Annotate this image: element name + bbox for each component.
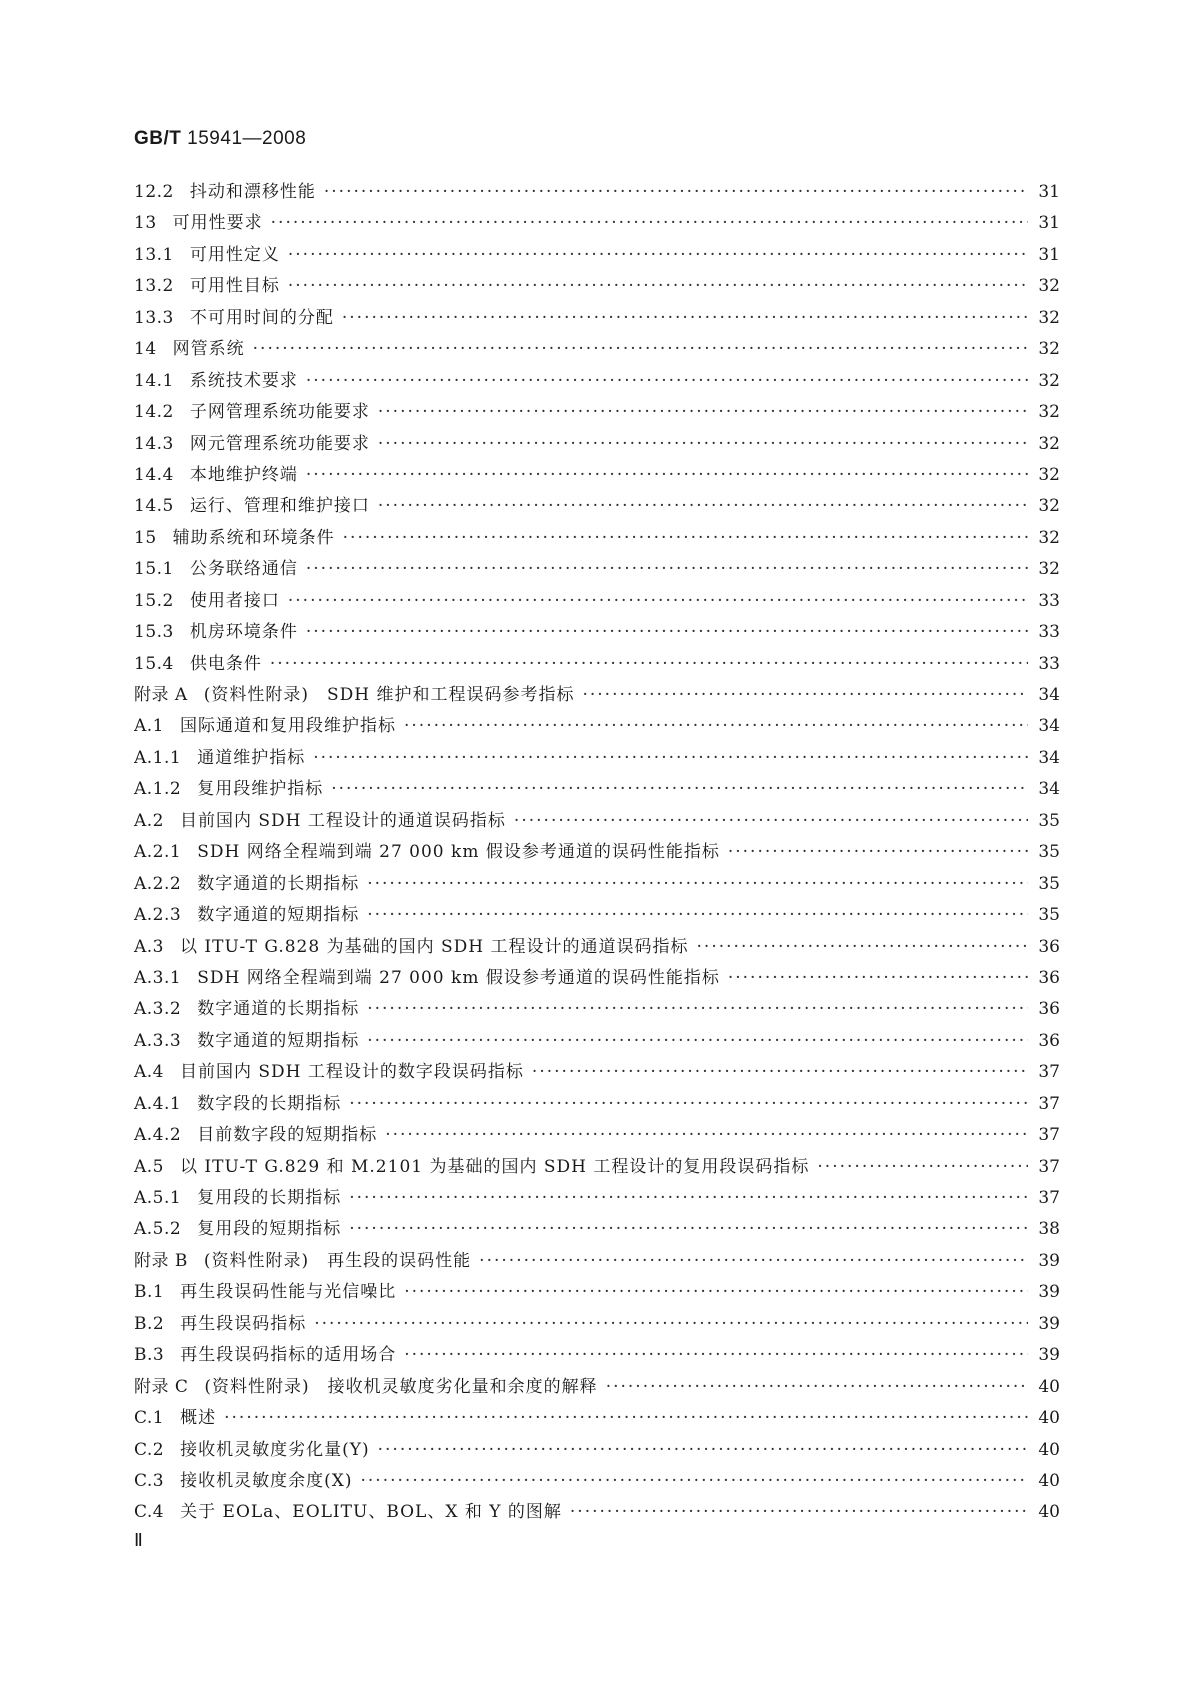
toc-entry[interactable] <box>134 1057 1060 1088</box>
toc-entry[interactable] <box>134 1309 1060 1340</box>
toc-entry-number: 14.3 <box>134 433 174 454</box>
toc-leader-dots <box>342 303 1028 334</box>
toc-entry-number: C.4 <box>134 1502 165 1523</box>
toc-entry-title: 目前数字段的短期指标 <box>197 1125 378 1146</box>
toc-leader-dots <box>532 1057 1028 1088</box>
toc-leader-dots <box>404 1277 1028 1308</box>
toc-leader-dots <box>349 1214 1028 1245</box>
toc-entry-number: A.2.3 <box>134 905 182 926</box>
toc-entry-title: SDH 网络全程端到端 27 000 km 假设参考通道的误码性能指标 <box>197 967 720 988</box>
toc-entry-title: 不可用时间的分配 <box>189 307 334 328</box>
toc-entry[interactable] <box>134 1403 1060 1434</box>
toc-entry[interactable] <box>134 334 1060 365</box>
toc-entry-number: A.4.2 <box>134 1125 182 1146</box>
toc-entry-title: 国际通道和复用段维护指标 <box>180 716 396 737</box>
toc-entry-page: 34 <box>1038 779 1060 800</box>
toc-entry[interactable] <box>134 932 1060 963</box>
toc-leader-dots <box>606 1372 1028 1403</box>
toc-entry[interactable] <box>134 900 1060 931</box>
toc-entry-number: A.3 <box>134 936 164 957</box>
toc-entry-number: A.3.1 <box>134 967 182 988</box>
toc-entry-title: 公务联络通信 <box>189 559 298 580</box>
standard-code: GB/T <box>134 128 182 149</box>
toc-entry-number: 附录 B <box>134 1250 188 1271</box>
toc-entry-title: (资料性附录) 接收机灵敏度劣化量和余度的解释 <box>204 1376 598 1397</box>
page-number: Ⅱ <box>134 1530 143 1550</box>
toc-entry-page: 32 <box>1038 496 1060 517</box>
toc-leader-dots <box>306 366 1028 397</box>
toc-entry[interactable] <box>134 303 1060 334</box>
toc-entry-page: 32 <box>1038 339 1060 360</box>
toc-entry[interactable] <box>134 963 1060 994</box>
toc-entry-page: 32 <box>1038 402 1060 423</box>
toc-leader-dots <box>378 397 1028 428</box>
toc-entry-title: SDH 网络全程端到端 27 000 km 假设参考通道的误码性能指标 <box>197 842 720 863</box>
toc-entry[interactable] <box>134 617 1060 648</box>
toc-entry-title: 复用段维护指标 <box>197 779 324 800</box>
toc-entry[interactable] <box>134 774 1060 805</box>
toc-entry-title: 数字通道的长期指标 <box>197 999 360 1020</box>
toc-entry-page: 40 <box>1038 1470 1060 1491</box>
toc-entry[interactable] <box>134 523 1060 554</box>
toc-entry-page: 33 <box>1038 590 1060 611</box>
toc-leader-dots <box>367 994 1028 1025</box>
toc-entry-number: 13.2 <box>134 276 174 297</box>
toc-entry-number: A.1.2 <box>134 779 182 800</box>
toc-entry-page: 39 <box>1038 1282 1060 1303</box>
toc-entry-number: 14.1 <box>134 370 174 391</box>
toc-entry-title: 再生段误码指标的适用场合 <box>180 1345 397 1366</box>
table-of-contents <box>134 177 1060 1529</box>
toc-entry-title: 复用段的短期指标 <box>197 1219 342 1240</box>
toc-entry-number: C.2 <box>134 1439 165 1460</box>
toc-leader-dots <box>288 240 1028 271</box>
toc-entry-page: 38 <box>1038 1219 1060 1240</box>
toc-entry[interactable] <box>134 1120 1060 1151</box>
toc-entry-title: 再生段误码指标 <box>180 1313 307 1334</box>
toc-entry-page: 34 <box>1038 685 1060 705</box>
toc-entry-page: 36 <box>1038 1030 1060 1051</box>
toc-entry-page: 32 <box>1038 464 1060 485</box>
toc-entry-title: 本地维护终端 <box>189 464 298 485</box>
toc-leader-dots <box>367 900 1028 931</box>
toc-leader-dots <box>378 429 1028 460</box>
toc-entry-number: A.4 <box>134 1062 164 1083</box>
toc-entry-title: 接收机灵敏度劣化量(Y) <box>180 1439 370 1460</box>
toc-entry-number: B.1 <box>134 1282 165 1303</box>
toc-entry-page: 37 <box>1038 1062 1060 1083</box>
toc-entry[interactable] <box>134 806 1060 837</box>
toc-entry-number: 附录 A <box>134 685 188 705</box>
toc-entry-page: 34 <box>1038 716 1060 737</box>
toc-entry-page: 37 <box>1038 1093 1060 1114</box>
toc-entry-page: 40 <box>1038 1408 1060 1429</box>
toc-entry-page: 32 <box>1038 370 1060 391</box>
toc-entry-page: 39 <box>1038 1313 1060 1334</box>
toc-leader-dots <box>728 837 1028 868</box>
toc-leader-dots <box>314 1309 1028 1340</box>
toc-entry-title: 供电条件 <box>189 653 262 674</box>
toc-entry-title: 数字段的长期指标 <box>197 1093 342 1114</box>
toc-entry-number: 14 <box>134 339 157 360</box>
toc-leader-dots <box>404 711 1028 742</box>
toc-entry-title: 以 ITU-T G.829 和 M.2101 为基础的国内 SDH 工程设计的复用段误码指标 <box>180 1156 810 1177</box>
toc-entry-title: 关于 EOLa、EOLITU、BOL、X 和 Y 的图解 <box>180 1502 562 1523</box>
toc-entry-number: A.2.2 <box>134 873 182 894</box>
toc-entry-page: 32 <box>1038 276 1060 297</box>
toc-leader-dots <box>288 271 1028 302</box>
toc-entry-page: 36 <box>1038 936 1060 957</box>
toc-leader-dots <box>306 617 1028 648</box>
toc-entry-title: 可用性要求 <box>172 213 263 234</box>
toc-entry-title: 通道维护指标 <box>197 747 306 768</box>
toc-entry-number: A.3.3 <box>134 1030 182 1051</box>
toc-entry[interactable] <box>134 649 1060 680</box>
toc-entry[interactable] <box>134 1435 1060 1466</box>
toc-leader-dots <box>288 586 1028 617</box>
toc-entry-title: 目前国内 SDH 工程设计的数字段误码指标 <box>180 1062 524 1083</box>
document-header <box>134 128 306 150</box>
toc-entry-page: 32 <box>1038 527 1060 548</box>
toc-entry[interactable] <box>134 271 1060 302</box>
toc-entry[interactable] <box>134 1089 1060 1120</box>
toc-entry-page: 36 <box>1038 967 1060 988</box>
toc-entry[interactable] <box>134 1214 1060 1245</box>
toc-leader-dots <box>385 1120 1028 1151</box>
toc-leader-dots <box>324 177 1028 208</box>
toc-entry-number: 15 <box>134 527 157 548</box>
toc-leader-dots <box>271 208 1028 239</box>
toc-entry[interactable] <box>134 491 1060 522</box>
toc-entry-number: A.1 <box>134 716 164 737</box>
toc-entry[interactable] <box>134 586 1060 617</box>
toc-entry-title: 可用性定义 <box>189 244 280 265</box>
toc-leader-dots <box>582 680 1028 711</box>
toc-leader-dots <box>817 1152 1028 1183</box>
toc-entry-title: 概述 <box>180 1408 217 1429</box>
toc-entry-title: 网管系统 <box>172 339 245 360</box>
toc-entry-number: 13.3 <box>134 307 174 328</box>
toc-entry-title: 子网管理系统功能要求 <box>189 402 370 423</box>
toc-leader-dots <box>367 869 1028 900</box>
toc-entry-page: 32 <box>1038 433 1060 454</box>
toc-entry-number: A.1.1 <box>134 747 182 768</box>
toc-entry-page: 31 <box>1038 182 1060 202</box>
toc-entry-page: 32 <box>1038 559 1060 580</box>
toc-leader-dots <box>349 1183 1028 1214</box>
toc-entry[interactable] <box>134 366 1060 397</box>
toc-entry-number: 附录 C <box>134 1376 189 1397</box>
toc-leader-dots <box>253 334 1028 365</box>
toc-leader-dots <box>570 1497 1028 1528</box>
toc-entry-number: A.5.1 <box>134 1188 182 1208</box>
toc-entry-number: 15.1 <box>134 559 174 580</box>
toc-leader-dots <box>270 649 1028 680</box>
toc-entry[interactable] <box>134 177 1060 208</box>
toc-leader-dots <box>378 1435 1028 1466</box>
toc-entry-page: 34 <box>1038 747 1060 768</box>
toc-entry-title: 目前国内 SDH 工程设计的通道误码指标 <box>180 810 506 831</box>
toc-entry[interactable] <box>134 1152 1060 1183</box>
toc-entry[interactable] <box>134 397 1060 428</box>
toc-entry-number: 13.1 <box>134 244 174 265</box>
toc-leader-dots <box>361 1466 1029 1497</box>
toc-entry[interactable] <box>134 240 1060 271</box>
toc-entry-number: 15.3 <box>134 622 174 643</box>
toc-entry-page: 40 <box>1038 1502 1060 1523</box>
toc-entry-page: 40 <box>1038 1376 1060 1397</box>
toc-entry-title: 网元管理系统功能要求 <box>189 433 370 454</box>
toc-entry[interactable] <box>134 869 1060 900</box>
toc-leader-dots <box>479 1246 1028 1277</box>
toc-leader-dots <box>378 491 1028 522</box>
toc-entry-number: A.5 <box>134 1156 164 1177</box>
toc-entry[interactable] <box>134 1277 1060 1308</box>
toc-entry[interactable] <box>134 1026 1060 1057</box>
toc-entry[interactable] <box>134 554 1060 585</box>
toc-entry-title: 运行、管理和维护接口 <box>189 496 370 517</box>
toc-entry-page: 36 <box>1038 999 1060 1020</box>
toc-entry-number: A.3.2 <box>134 999 182 1020</box>
toc-entry[interactable] <box>134 680 1060 711</box>
toc-entry-title: 复用段的长期指标 <box>197 1188 342 1208</box>
toc-entry-title: (资料性附录) 再生段的误码性能 <box>203 1250 472 1271</box>
toc-entry[interactable] <box>134 1466 1060 1497</box>
toc-entry-title: (资料性附录) SDH 维护和工程误码参考指标 <box>203 685 575 705</box>
toc-entry-number: 14.4 <box>134 464 174 485</box>
toc-entry[interactable] <box>134 837 1060 868</box>
toc-entry-page: 33 <box>1038 653 1060 674</box>
toc-entry[interactable] <box>134 1497 1060 1528</box>
toc-leader-dots <box>367 1026 1028 1057</box>
toc-entry-page: 31 <box>1038 244 1060 265</box>
toc-entry-number: 15.4 <box>134 653 174 674</box>
toc-entry-number: A.2 <box>134 810 164 831</box>
toc-leader-dots <box>313 743 1028 774</box>
toc-entry[interactable] <box>134 1340 1060 1371</box>
toc-entry-page: 37 <box>1038 1156 1060 1177</box>
toc-entry-page: 35 <box>1038 873 1060 894</box>
toc-entry-page: 35 <box>1038 842 1060 863</box>
toc-leader-dots <box>343 523 1028 554</box>
toc-entry-title: 抖动和漂移性能 <box>189 182 316 202</box>
toc-entry-title: 数字通道的长期指标 <box>197 873 360 894</box>
standard-number: 15941—2008 <box>187 128 307 149</box>
toc-leader-dots <box>349 1089 1028 1120</box>
toc-entry-page: 35 <box>1038 905 1060 926</box>
toc-entry-number: 14.2 <box>134 402 174 423</box>
toc-entry-number: A.5.2 <box>134 1219 182 1240</box>
toc-leader-dots <box>224 1403 1028 1434</box>
toc-leader-dots <box>728 963 1028 994</box>
toc-entry-title: 再生段误码性能与光信噪比 <box>180 1282 397 1303</box>
toc-entry[interactable] <box>134 711 1060 742</box>
toc-entry-title: 数字通道的短期指标 <box>197 905 360 926</box>
toc-entry-title: 接收机灵敏度余度(X) <box>180 1470 353 1491</box>
toc-entry-page: 39 <box>1038 1250 1060 1271</box>
toc-entry-title: 数字通道的短期指标 <box>197 1030 360 1051</box>
toc-entry-number: B.2 <box>134 1313 165 1334</box>
toc-entry-number: 14.5 <box>134 496 174 517</box>
toc-entry-title: 机房环境条件 <box>189 622 298 643</box>
toc-entry[interactable] <box>134 460 1060 491</box>
toc-entry-page: 35 <box>1038 810 1060 831</box>
toc-entry-title: 使用者接口 <box>189 590 280 611</box>
toc-entry-page: 40 <box>1038 1439 1060 1460</box>
toc-entry-number: 15.2 <box>134 590 174 611</box>
toc-entry[interactable] <box>134 429 1060 460</box>
toc-entry-number: A.4.1 <box>134 1093 182 1114</box>
toc-entry-number: C.1 <box>134 1408 165 1429</box>
toc-leader-dots <box>404 1340 1028 1371</box>
toc-leader-dots <box>306 460 1028 491</box>
toc-leader-dots <box>306 554 1028 585</box>
toc-entry-number: C.3 <box>134 1470 165 1491</box>
toc-entry-page: 33 <box>1038 622 1060 643</box>
toc-entry-page: 32 <box>1038 307 1060 328</box>
toc-entry-title: 辅助系统和环境条件 <box>172 527 335 548</box>
toc-entry-title: 系统技术要求 <box>189 370 298 391</box>
toc-entry[interactable] <box>134 1246 1060 1277</box>
toc-entry[interactable] <box>134 1183 1060 1214</box>
toc-entry-title: 可用性目标 <box>189 276 280 297</box>
toc-entry[interactable] <box>134 994 1060 1025</box>
toc-entry[interactable] <box>134 1372 1060 1403</box>
toc-leader-dots <box>514 806 1028 837</box>
toc-entry[interactable] <box>134 208 1060 239</box>
toc-entry-number: 12.2 <box>134 182 174 202</box>
toc-entry-page: 39 <box>1038 1345 1060 1366</box>
toc-leader-dots <box>697 932 1028 963</box>
toc-entry-title: 以 ITU-T G.828 为基础的国内 SDH 工程设计的通道误码指标 <box>180 936 689 957</box>
toc-entry-page: 31 <box>1038 213 1060 234</box>
toc-entry-number: B.3 <box>134 1345 165 1366</box>
toc-leader-dots <box>331 774 1028 805</box>
toc-entry-page: 37 <box>1038 1125 1060 1146</box>
toc-entry[interactable] <box>134 743 1060 774</box>
toc-entry-page: 37 <box>1038 1188 1060 1208</box>
toc-entry-number: 13 <box>134 213 157 234</box>
toc-entry-number: A.2.1 <box>134 842 182 863</box>
